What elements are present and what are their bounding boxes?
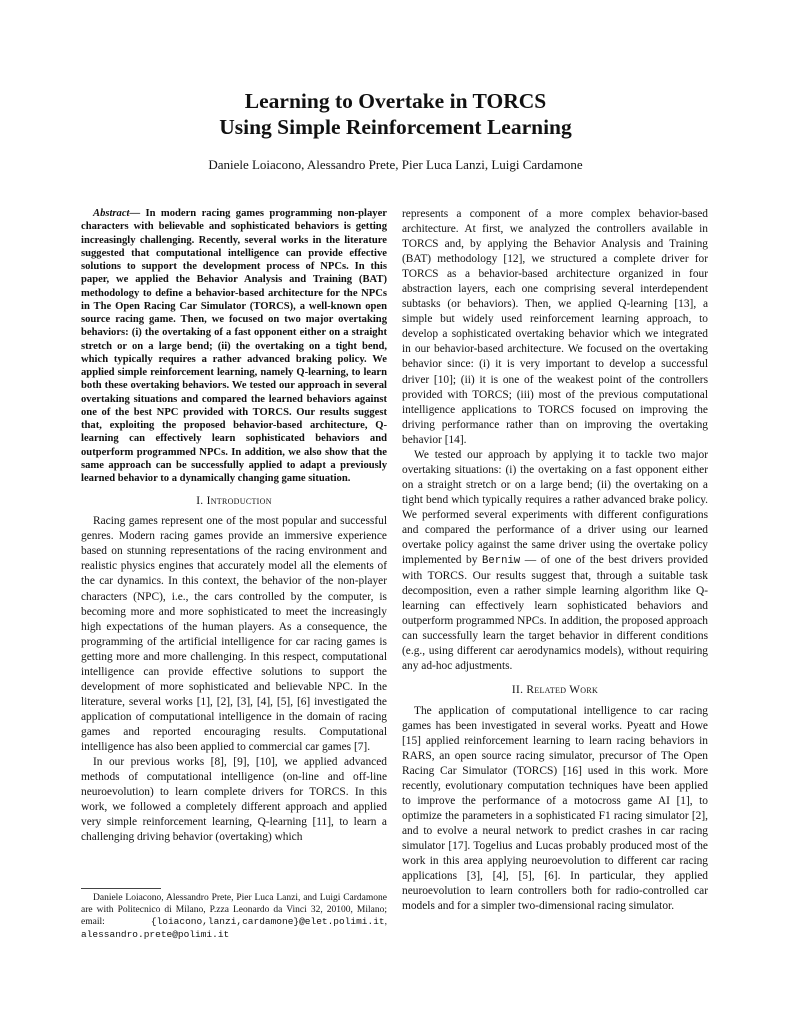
intro-paragraph-2: In our previous works [8], [9], [10], we applied advanced methods of computational intelligence (on-line and off-line neuroevolution) to learn complete drivers for TORCS. In this work, we followed a completely different approach and applied very simple reinforcement learning, Q-learning [11], to learn a challenging driving behavior (overtaking) which <box>81 756 387 844</box>
title-line-2: Using Simple Reinforcement Learning <box>219 115 572 139</box>
paper-title <box>0 88 791 140</box>
abstract <box>81 207 387 485</box>
footnote-email-1[interactable]: {loiacono,lanzi,cardamone}@elet.polimi.it <box>150 916 385 928</box>
left-column <box>81 207 387 845</box>
author-affiliation-footnote <box>81 893 387 941</box>
abstract-text: In modern racing games programming non-player characters with believable and sophisticated behaviors is getting increasingly challenging. Recently, several works in the literature suggested that computational intelligence can provide effective solutions to support the development process of NPCs. In this paper, we applied the Behavior Analysis and Training (BAT) methodology to define a behavior-based architecture for the NPCs in The Open Racing Car Simulator (TORCS), a well-known open source racing game. Then, we focused on two major overtaking behaviors: (i) the overtaking of a fast opponent either on a straight stretch or on a large bend; (ii) the overtaking on a tight bend, which typically requires a rather advanced braking policy. We applied simple reinforcement learning, namely Q-learning, to learn both these overtaking behaviors. We tested our approach in several overtaking situations and compared the learned behaviors against one of the best NPC provided with TORCS. Our results suggest that, exploiting the proposed behavior-based architecture, Q-learning can effectively learn sophisticated behaviors and outperform programmed NPCs. In addition, we also show that the same approach can be successfully applied to adapt a previously learned behavior to a dynamically changing game situation. <box>81 208 388 484</box>
author-list: Daniele Loiacono, Alessandro Prete, Pier Luca Lanzi, Luigi Cardamone <box>208 157 583 172</box>
section-heading-related-work: II. Related Work <box>511 684 599 697</box>
related-paragraph-1: The application of computational intelligence to car racing games has been investigated in several works. Pyeatt and Howe [15] applied reinforcement learning to learn racing behaviors in RARS, an open source racing simulator, precursor of The Open Racing Car Simulator (TORCS) [16] used in this work. More recently, evolutionary computation techniques have been applied to improve the performance of a motocross game AI [1], to optimize the parameters in a sophisticated F1 racing simulator [2], and to evolve a neural network to predict crashes in car racing simulator [17]. Togelius and Lucas probably produced most of the work in this area applying neuroevolution to different car racing applications [3], [4], [5], [6]. In particular, they applied neuroevolution to learn controllers both for radio-controlled car models and for a simpler two-dimensional racing simulator. <box>402 704 708 913</box>
intro-paragraph-continued: represents a component of a more complex behavior-based architecture. At first, we analyzed the controllers available in TORCS and, by applying the Behavior Analysis and Training (BAT) methodology [12], we structured a complete driver for TORCS as a behavior-based architecture organized in four abstraction layers, each one comprising several interdependent subtasks (or behaviors). Then, we applied Q-learning [13], a simple but widely used reinforcement learning approach, to develop a sophisticated overtaking behavior which we integrated in our behavior-based architecture. We focused on the overtaking behavior since: (i) it is very important to develop a successful driver [10]; (ii) it is one of the weakest point of the controllers provided with TORCS; (iii) most of the previous computational intelligence applications to TORCS focused on improving the driving performance rather than on improving the overtaking behavior [14]. <box>402 208 708 446</box>
section-heading-introduction: I. Introduction <box>196 495 272 508</box>
footnote-divider <box>81 888 161 889</box>
intro-p3-text-a: We tested our approach by applying it to tackle two major overtaking situations: (i) the overtaking on a fast opponent either on a straight stretch or on a large bend; (ii) the overtaking on a tight bend which typically requires a rather advanced brake policy. We performed several experiments with different configurations and compared the performance of a driver using our learned overtake policy against the same driver using the overtake policy implemented by <box>402 448 708 567</box>
abstract-label: Abstract <box>93 208 130 219</box>
footnote-text: Daniele Loiacono, Alessandro Prete, Pier Luca Lanzi, and Luigi Cardamone are with Politecnico di Milano, P.zza Leonardo da Vinci 32, 20100, Milano; email: <box>81 893 387 928</box>
footnote-email-2[interactable]: alessandro.prete@polimi.it <box>81 928 230 940</box>
code-berniw: Berniw <box>482 555 521 568</box>
title-line-1: Learning to Overtake in TORCS <box>244 89 547 113</box>
intro-p3-text-b: — of one of the best drivers provided with TORCS. Our results suggest that, through a suitable task decomposition, even a rather simple learning algorithm like Q-learning can effectively learn sophisticated behaviors and outperform programmed NPCs. In addition, the proposed approach can successfully learn the target behavior in different conditions (e.g., using different car aerodynamics models), without requiring any ad-hoc adjustments. <box>402 554 708 673</box>
right-column <box>402 207 708 914</box>
abstract-dash: — <box>129 208 146 219</box>
footnote-separator: , <box>384 917 387 928</box>
intro-paragraph-1: Racing games represent one of the most popular and successful genres. Modern racing games provide an immersive experience based on stunning representations of the racing environment and realistic physics engines that accurately model all the elements of the car dynamics. In this context, the behavior of the non-player characters (NPC), i.e., the cars controlled by the computer, is becoming more and more sophisticated to meet the increasingly high expectations of the human players. As a consequence, the programming of the artificial intelligence for car racing games is getting more and more challenging. In this respect, computational intelligence can provide effective solutions to support the development of more sophisticated and believable NPC. In the literature, several works [1], [2], [3], [4], [5], [6] investigated the application of computational intelligence in the domain of racing games and reported encouraging results. Computational intelligence has also been applied to commercial car games [7]. <box>81 515 387 753</box>
intro-paragraph-3 <box>402 448 708 675</box>
